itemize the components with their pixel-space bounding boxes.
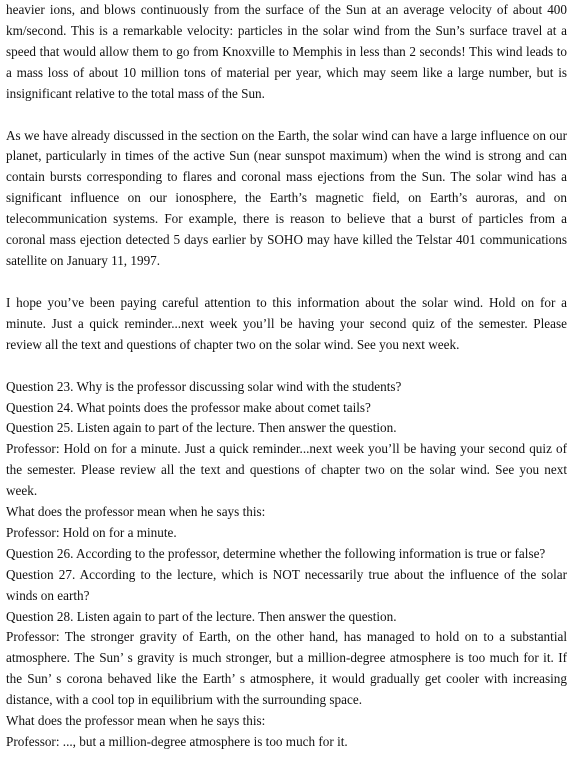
paragraph-gap: [6, 105, 567, 126]
professor-excerpt-25: Professor: Hold on for a minute.: [6, 524, 177, 540]
paragraph-quiz-reminder: I hope you’ve been paying careful attention to this information about the solar wind. Hold on for a minute. Just a quick reminder...next week you’ll be having your second quiz of the semester. Please review all the text and questions of chapter two on the solar wind. See you next week.: [6, 294, 567, 352]
paragraph-solar-wind-influence: As we have already discussed in the section on the Earth, the solar wind can have a large influence on our planet, particularly in times of the active Sun (near sunspot maximum) when the wind is strong and can contain bursts corresponding to flares and coronal mass ejections from the Sun. The solar wind has a significant influence on our ionosphere, the Earth’s magnetic field, on Earth’s auroras, and on telecommunication systems. For example, there is reason to believe that a burst of particles from a coronal mass ejection detected 5 days earlier by SOHO may have killed the Telstar 401 communications satellite on January 11, 1997.: [6, 127, 567, 268]
question-list: [6, 377, 567, 753]
paragraph-gap: [6, 356, 567, 377]
question-26: Question 26. According to the professor, determine whether the following information is true or false?: [6, 545, 546, 561]
professor-excerpt-28: Professor: ..., but a million-degree atmosphere is too much for it.: [6, 734, 348, 749]
question-28-prompt: What does the professor mean when he says this:: [6, 713, 266, 729]
question-23: Question 23. Why is the professor discussing solar wind with the students?: [6, 378, 402, 394]
question-25-prompt: What does the professor mean when he says this:: [6, 504, 266, 520]
professor-quote-25: Professor: Hold on for a minute. Just a quick reminder...next week you’ll be having your second quiz of the semester. Please review all the text and questions of chapter two on the solar wind. See you next week.: [6, 441, 567, 499]
professor-quote-28: Professor: The stronger gravity of Earth, on the other hand, has managed to hold on to a substantial atmosphere. The Sun’ s gravity is much stronger, but a million-degree atmosphere is too much for it. If the Sun’ s corona behaved like the Earth’ s atmosphere, it would gradually get cooler with increasing distance, with a cool top in equilibrium with the surrounding space.: [6, 629, 567, 708]
question-24: Question 24. What points does the professor make about comet tails?: [6, 399, 371, 415]
paragraph-gap: [6, 272, 567, 293]
paragraph-solar-wind-velocity: heavier ions, and blows continuously from the surface of the Sun at an average velocity of about 400 km/second. This is a remarkable velocity: particles in the solar wind from the Sun’s surface travel at a speed that would allow them to go from Knoxville to Memphis in less than 2 seconds! This wind leads to a mass loss of about 10 million tons of material per year, which may seem like a large number, but is insignificant relative to the total mass of the Sun.: [6, 2, 567, 101]
question-25: Question 25. Listen again to part of the lecture. Then answer the question.: [6, 420, 397, 436]
question-28: Question 28. Listen again to part of the lecture. Then answer the question.: [6, 608, 397, 624]
question-27: Question 27. According to the lecture, which is NOT necessarily true about the influence of the solar winds on earth?: [6, 566, 567, 603]
